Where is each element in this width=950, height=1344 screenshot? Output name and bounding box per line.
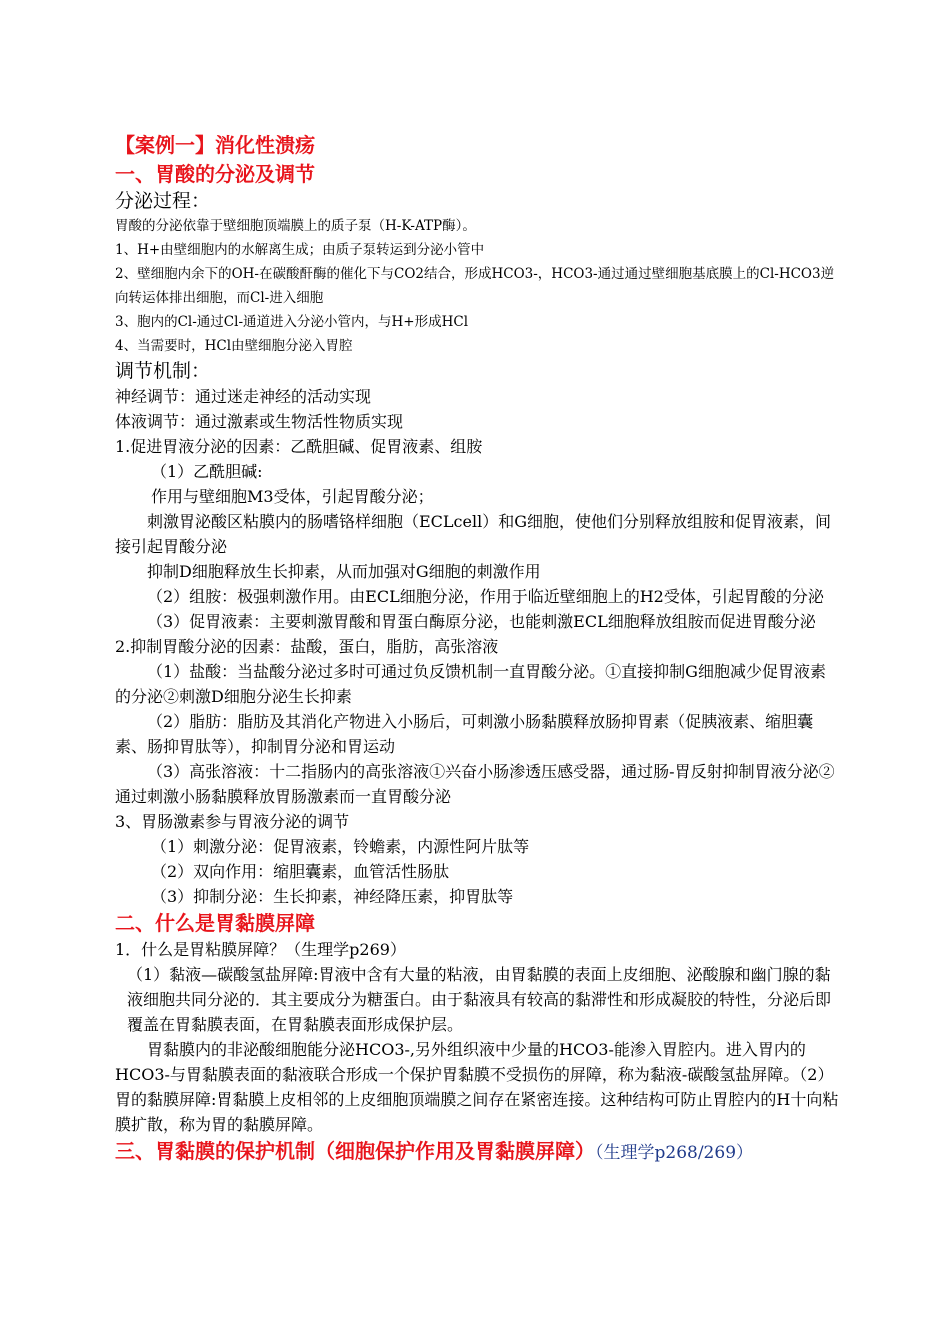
gi-line: （3）抑制分泌：生长抑素，神经降压素，抑胃肽等	[151, 887, 514, 906]
ach-line: 作用与壁细胞M3受体，引起胃酸分泌；	[151, 487, 434, 506]
gi-line: （1）刺激分泌：促胃液素，铃蟾素，内源性阿片肽等	[151, 837, 530, 856]
gi-title: 3、胃肠激素参与胃液分泌的调节	[115, 812, 350, 831]
gi-line: （2）双向作用：缩胆囊素，血管活性肠肽	[151, 862, 450, 881]
process-title: 分泌过程：	[115, 190, 211, 212]
inhibit-title: 2.抑制胃酸分泌的因素：盐酸，蛋白，脂肪，高张溶液	[115, 637, 499, 656]
hypertonic-line: （3）高张溶液：十二指肠内的高张溶液①兴奋小肠渗透压感受器，通过肠-胃反射抑制胃液分泌②通过刺激小肠黏膜释放胃肠激素而一直胃酸分泌	[115, 762, 835, 806]
neural-regulation: 神经调节：通过迷走神经的活动实现	[115, 387, 372, 406]
document-page	[115, 130, 840, 1167]
fat-line: （2）脂肪：脂肪及其消化产物进入小肠后，可刺激小肠黏膜释放肠抑胃素（促胰液素、缩胆囊素、肠抑胃肽等），抑制胃分泌和胃运动	[115, 712, 814, 756]
ach-line: 刺激胃泌酸区粘膜内的肠嗜铬样细胞（ECLcell）和G细胞，使他们分别释放组胺和促胃液素，间接引起胃酸分泌	[115, 512, 831, 556]
process-line: 2、壁细胞内余下的OH-在碳酸酐酶的催化下与CO2结合，形成HCO3-，HCO3-通过通过壁细胞基底膜上的Cl-HCO3逆向转运体排出细胞，而Cl-进入细胞	[115, 266, 835, 306]
process-line: 3、胞内的Cl-通过Cl-通道进入分泌小管内，与H+形成HCl	[115, 314, 469, 330]
barrier-question: 1．什么是胃粘膜屏障？（生理学p269）	[115, 940, 406, 959]
section2-title: 二、什么是胃黏膜屏障	[115, 911, 315, 935]
barrier-paragraph: 胃黏膜内的非泌酸细胞能分泌HCO3-,另外组织液中少量的HCO3-能渗入胃腔内。进入胃内的HCO3-与胃黏膜表面的黏液联合形成一个保护胃黏膜不受损伤的屏障，称为黏液-碳酸氢盐屏障。（2）胃的黏膜屏障:胃黏膜上皮相邻的上皮细胞顶端膜之间存在紧密连接。这种结构可防止胃腔内的H十向粘膜扩散，称为胃的黏膜屏障。	[115, 1040, 839, 1134]
humoral-regulation: 体液调节：通过激素或生物活性物质实现	[115, 412, 404, 431]
section3-heading	[115, 1137, 840, 1167]
hcl-line: （1）盐酸：当盐酸分泌过多时可通过负反馈机制一直胃酸分泌。①直接抑制G细胞减少促胃液素的分泌②刺激D细胞分泌生长抑素	[115, 662, 826, 706]
histamine-line: （2）组胺：极强刺激作用。由ECL细胞分泌，作用于临近壁细胞上的H2受体，引起胃酸的分泌	[147, 587, 824, 606]
process-line: 胃酸的分泌依靠于壁细胞顶端膜上的质子泵（H-K-ATP酶）。	[115, 218, 476, 234]
ach-line: 抑制D细胞释放生长抑素，从而加强对G细胞的刺激作用	[147, 562, 541, 581]
case-title: 【案例一】消化性溃疡	[115, 133, 315, 157]
gastrin-line: （3）促胃液素：主要刺激胃酸和胃蛋白酶原分泌，也能刺激ECL细胞释放组胺而促进胃酸分泌	[147, 612, 816, 631]
section3-reference: （生理学p268/269）	[595, 1143, 754, 1163]
promote-title: 1.促进胃液分泌的因素：乙酰胆碱、促胃液素、组胺	[115, 437, 483, 456]
regulation-title: 调节机制：	[115, 360, 211, 382]
process-line: 1、H+由壁细胞内的水解离生成；由质子泵转运到分泌小管中	[115, 242, 485, 258]
section1-title: 一、胃酸的分泌及调节	[115, 162, 315, 186]
section3-title: 三、胃黏膜的保护机制（细胞保护作用及胃黏膜屏障）	[115, 1139, 595, 1163]
ach-title: （1）乙酰胆碱:	[151, 462, 263, 481]
barrier-paragraph: （1）黏液—碳酸氢盐屏障:胃液中含有大量的粘液，由胃黏膜的表面上皮细胞、泌酸腺和幽门腺的黏液细胞共同分泌的．其主要成分为糖蛋白。由于黏液具有较高的黏滞性和形成凝胶的特性，分泌后即覆盖在胃黏膜表面，在胃黏膜表面形成保护层。	[127, 965, 832, 1034]
process-line: 4、当需要时，HCl由壁细胞分泌入胃腔	[115, 338, 353, 354]
